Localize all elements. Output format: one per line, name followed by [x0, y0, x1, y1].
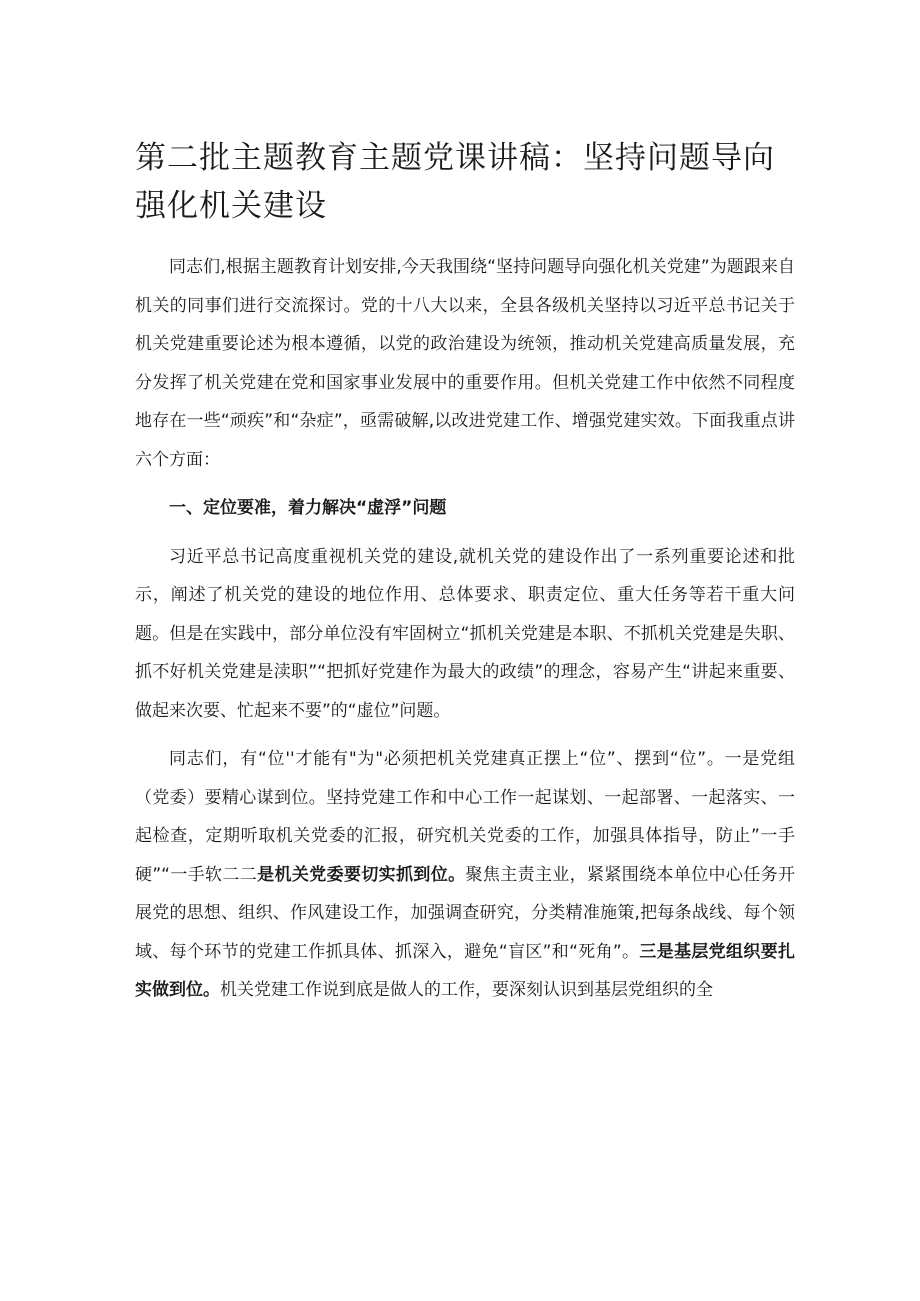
emphasis-text: 三是基层党组织要扎实做到位。	[135, 941, 795, 1000]
document-title: 第二批主题教育主题党课讲稿：坚持问题导向强化机关建设	[135, 140, 775, 224]
paragraph-text: 机关党建工作说到底是做人的工作，要深刻认识到基层党组织的全	[220, 980, 713, 1000]
section-paragraph	[135, 740, 795, 1010]
section-paragraph: 习近平总书记高度重视机关党的建设,就机关党的建设作出了一系列重要论述和批示，阐述了机关党的建设的地位作用、总体要求、职责定位、重大任务等若干重大问题。但是在实践中，部分单位没有牢固树立“抓机关党建是本职、不抓机关党建是失职、抓不好机关党建是渎职”“把抓好党建作为最大的政绩”的理念，容易产生“讲起来重要、做起来次要、忙起来不要”的“虚位”问题。	[135, 546, 795, 721]
paragraph-text: 聚焦主责主业，紧紧围绕本单位中心任务开展党的思想、组织、作风建设工作，加强调查研究，分类精准施策,把每条战线、每个领域、每个环节的党建工作抓具体、抓深入，避免“盲区”和“死角”。	[135, 864, 796, 962]
emphasis-text: 是机关党委要切实抓到位。	[257, 864, 466, 885]
section-heading: 一、定位要准，着力解决“虚浮”问题	[169, 498, 447, 518]
paragraph-text: 同志们，有“位''才能有"为"必须把机关党建真正摆上“位”、摆到“位”。一是党组（党委）要精心谋到位。坚持党建工作和中心工作一起谋划、一起部署、一起落实、一起检查，定期听取机关党委的汇报，研究机关党委的工作，加强具体指导，防止”一手硬”“一手软二二	[135, 749, 795, 885]
document-body	[135, 248, 795, 1020]
intro-paragraph: 同志们,根据主题教育计划安排,今天我围绕“坚持问题导向强化机关党建”为题跟来自机关的同事们进行交流探讨。党的十八大以来，全县各级机关坚持以习近平总书记关于机关党建重要论述为根本遵循，以党的政治建设为统领，推动机关党建高质量发展，充分发挥了机关党建在党和国家事业发展中的重要作用。但机关党建工作中依然不同程度地存在一些“顽疾”和“杂症”，亟需破解,以改进党建工作、增强党建实效。下面我重点讲六个方面：	[135, 257, 795, 470]
